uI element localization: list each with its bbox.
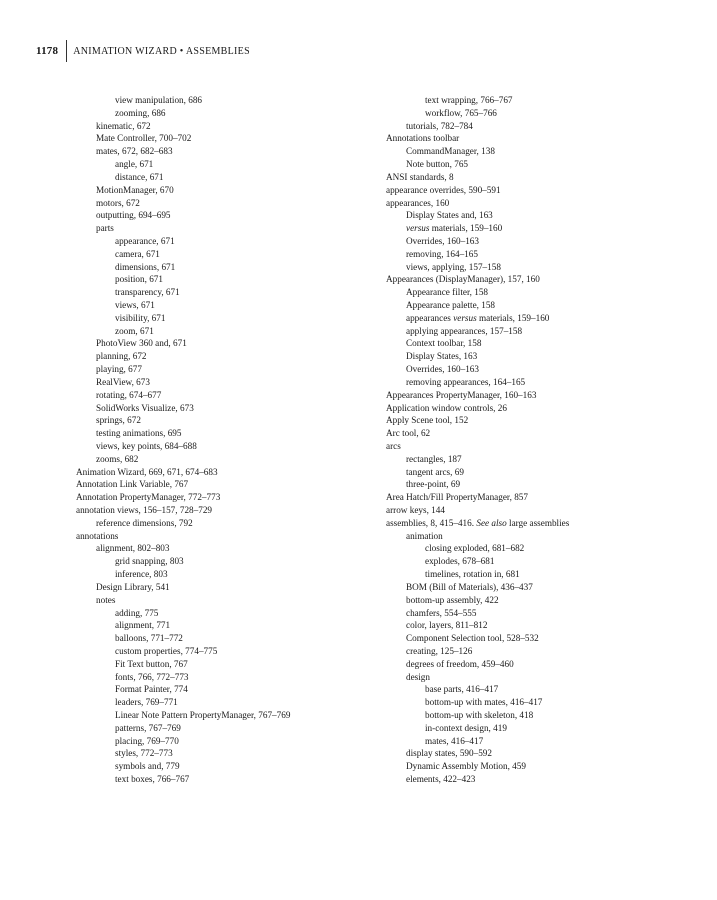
index-entry: camera, 671 <box>115 248 160 259</box>
index-entry: position, 671 <box>115 274 163 285</box>
index-entry: appearances, 160 <box>386 197 450 208</box>
index-entry: views, key points, 684–688 <box>96 440 197 451</box>
index-entry: inference, 803 <box>115 569 168 580</box>
index-entry: views, applying, 157–158 <box>406 261 501 272</box>
index-entry: bottom-up assembly, 422 <box>406 594 499 605</box>
index-entry: visibility, 671 <box>115 312 166 323</box>
header-divider <box>66 40 67 62</box>
index-entry: BOM (Bill of Materials), 436–437 <box>406 581 533 592</box>
index-entry: Area Hatch/Fill PropertyManager, 857 <box>386 492 528 503</box>
index-entry: creating, 125–126 <box>406 645 473 656</box>
index-entry: fonts, 766, 772–773 <box>115 671 189 682</box>
index-entry: tangent arcs, 69 <box>406 466 464 477</box>
index-entry: patterns, 767–769 <box>115 722 181 733</box>
index-entry: angle, 671 <box>115 159 154 170</box>
index-entry: RealView, 673 <box>96 376 150 387</box>
index-entry: Appearance filter, 158 <box>406 287 489 298</box>
index-entry: planning, 672 <box>96 351 147 362</box>
index-entry: parts <box>96 223 114 234</box>
index-entry: symbols and, 779 <box>115 761 180 772</box>
index-entry: reference dimensions, 792 <box>96 517 193 528</box>
index-entry: rectangles, 187 <box>406 453 462 464</box>
index-entry: annotations <box>76 530 119 541</box>
index-entry: assemblies, 8, 415–416. See also large assemblies <box>386 517 570 528</box>
index-entry: custom properties, 774–775 <box>115 645 218 656</box>
index-entry: applying appearances, 157–158 <box>406 325 523 336</box>
running-head: ANIMATION WIZARD • ASSEMBLIES <box>73 45 250 57</box>
index-entry: adding, 775 <box>115 607 159 618</box>
index-entry: Appearances (DisplayManager), 157, 160 <box>386 274 540 285</box>
index-entry: three-point, 69 <box>406 479 461 490</box>
index-entry: Appearances PropertyManager, 160–163 <box>386 389 537 400</box>
index-entry: appearances versus materials, 159–160 <box>406 312 550 323</box>
index-entry: Format Painter, 774 <box>115 684 188 695</box>
index-entry: SolidWorks Visualize, 673 <box>96 402 194 413</box>
index-entry: annotation views, 156–157, 728–729 <box>76 505 213 515</box>
index-entry: ANSI standards, 8 <box>386 171 454 182</box>
index-entry: MotionManager, 670 <box>96 184 174 195</box>
index-entry: removing, 164–165 <box>406 248 478 259</box>
index-entry: alignment, 802–803 <box>96 543 170 554</box>
index-entry: motors, 672 <box>96 197 140 208</box>
index-entry: versus materials, 159–160 <box>406 223 503 234</box>
index-entry: balloons, 771–772 <box>115 633 183 644</box>
index-entry: chamfers, 554–555 <box>406 607 477 618</box>
index-entry: Display States, 163 <box>406 351 478 362</box>
index-entry: closing exploded, 681–682 <box>425 543 525 554</box>
index-entry: distance, 671 <box>115 171 164 182</box>
index-entry: placing, 769–770 <box>115 735 179 746</box>
index-entry: animation <box>406 530 443 541</box>
index-entry: Dynamic Assembly Motion, 459 <box>406 761 526 772</box>
index-entry: Animation Wizard, 669, 671, 674–683 <box>76 466 218 477</box>
index-entry: views, 671 <box>115 300 155 310</box>
index-entry: springs, 672 <box>96 415 141 426</box>
index-entry: playing, 677 <box>96 364 142 375</box>
index-entry: design <box>406 671 430 682</box>
index-entry: kinematic, 672 <box>96 120 151 131</box>
index-entry: Display States and, 163 <box>406 210 493 221</box>
index-entry: in-context design, 419 <box>425 722 507 733</box>
page-header <box>36 40 250 62</box>
index-entry: zooming, 686 <box>115 107 166 118</box>
index-entry: Apply Scene tool, 152 <box>386 415 469 426</box>
index-entry: PhotoView 360 and, 671 <box>96 338 187 349</box>
index-entry: notes <box>96 594 116 605</box>
index-entry: bottom-up with mates, 416–417 <box>425 697 543 708</box>
index-entry: grid snapping, 803 <box>115 556 184 567</box>
index-entry: Appearance palette, 158 <box>406 300 496 310</box>
index-entry: Fit Text button, 767 <box>115 658 188 669</box>
index-entry: Annotations toolbar <box>386 133 460 144</box>
index-entry: appearance overrides, 590–591 <box>386 184 501 195</box>
index-entry: outputting, 694–695 <box>96 210 171 221</box>
index-entry: Design Library, 541 <box>96 581 170 592</box>
index-entry: arrow keys, 144 <box>386 505 445 515</box>
index-entry: mates, 416–417 <box>425 735 484 746</box>
index-entry: Component Selection tool, 528–532 <box>406 633 539 644</box>
index-entry: removing appearances, 164–165 <box>406 376 526 387</box>
index-entry: Linear Note Pattern PropertyManager, 767–769 <box>115 710 291 720</box>
index-entry: Overrides, 160–163 <box>406 364 479 375</box>
index-entry: Overrides, 160–163 <box>406 235 479 246</box>
index-entry: transparency, 671 <box>115 287 180 298</box>
index-entry: bottom-up with skeleton, 418 <box>425 710 534 720</box>
index-entry: Annotation PropertyManager, 772–773 <box>76 492 221 503</box>
index-entry: rotating, 674–677 <box>96 389 162 400</box>
index-entry: color, layers, 811–812 <box>406 620 488 631</box>
index-entry: display states, 590–592 <box>406 748 492 759</box>
index-entry: tutorials, 782–784 <box>406 120 473 131</box>
index-entry: mates, 672, 682–683 <box>96 146 173 157</box>
index-entry: Mate Controller, 700–702 <box>96 133 192 144</box>
index-entry: leaders, 769–771 <box>115 697 178 708</box>
index-entry: degrees of freedom, 459–460 <box>406 658 514 669</box>
page-number: 1178 <box>36 45 59 57</box>
index-entry: workflow, 765–766 <box>425 107 497 118</box>
index-entry: elements, 422–423 <box>406 774 476 785</box>
index-entry: Context toolbar, 158 <box>406 338 482 349</box>
index-entry: CommandManager, 138 <box>406 146 495 157</box>
index-entry: text wrapping, 766–767 <box>425 95 513 105</box>
index-entry: base parts, 416–417 <box>425 684 499 695</box>
index-entry: zooms, 682 <box>96 453 139 464</box>
index-entry: testing animations, 695 <box>96 428 182 439</box>
index-entry: Note button, 765 <box>406 159 469 170</box>
index-entry: view manipulation, 686 <box>115 95 203 105</box>
index-entry: timelines, rotation in, 681 <box>425 569 520 580</box>
index-column-right <box>386 94 569 786</box>
index-entry: explodes, 678–681 <box>425 556 495 567</box>
index-entry: arcs <box>386 440 401 451</box>
index-entry: Arc tool, 62 <box>386 428 431 439</box>
index-entry: zoom, 671 <box>115 325 154 336</box>
index-entry: Annotation Link Variable, 767 <box>76 479 189 490</box>
index-entry: alignment, 771 <box>115 620 171 631</box>
index-entry: dimensions, 671 <box>115 261 176 272</box>
index-column-left <box>76 94 290 786</box>
index-entry: text boxes, 766–767 <box>115 774 190 785</box>
index-entry: styles, 772–773 <box>115 748 173 759</box>
index-entry: appearance, 671 <box>115 235 175 246</box>
index-entry: Application window controls, 26 <box>386 402 507 413</box>
